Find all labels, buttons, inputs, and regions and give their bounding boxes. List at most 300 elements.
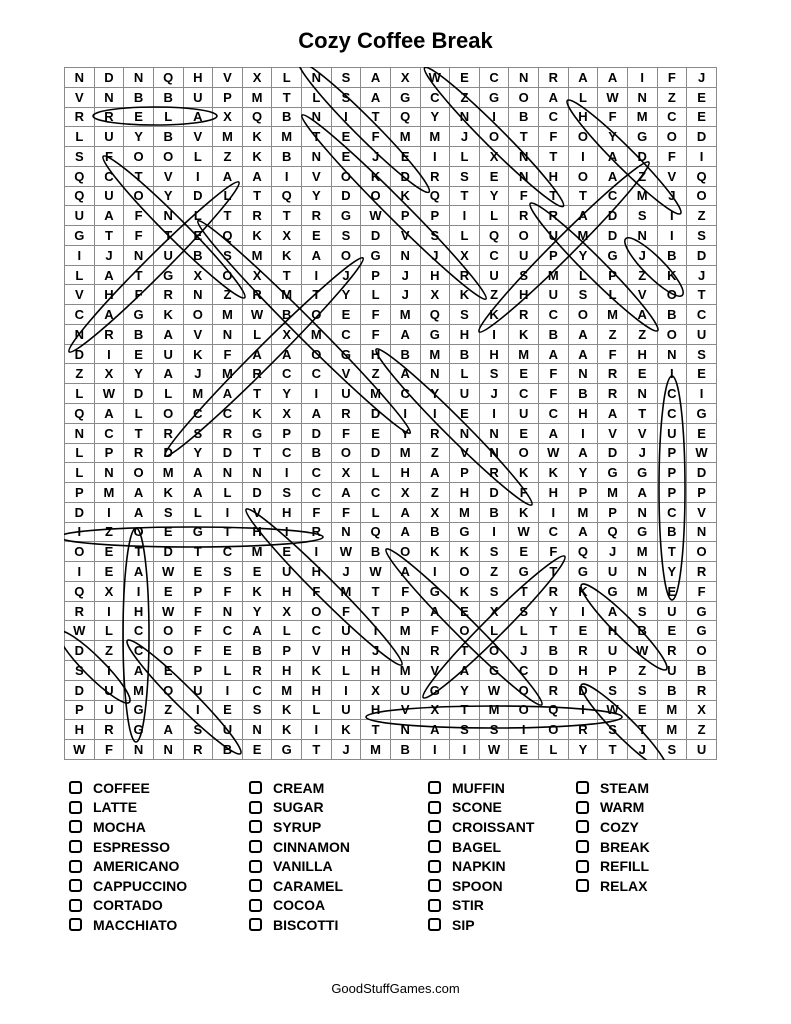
- grid-letter: H: [65, 720, 95, 740]
- word-item[interactable]: [576, 798, 746, 818]
- grid-letter: S: [331, 68, 361, 88]
- grid-letter: M: [479, 700, 509, 720]
- grid-row: [65, 463, 717, 483]
- grid-letter: P: [65, 700, 95, 720]
- grid-letter: N: [390, 641, 420, 661]
- grid-letter: D: [94, 68, 124, 88]
- grid-letter: A: [627, 483, 657, 503]
- grid-letter: X: [242, 265, 272, 285]
- grid-letter: T: [539, 562, 569, 582]
- grid-letter: J: [94, 245, 124, 265]
- grid-letter: U: [539, 226, 569, 246]
- grid-letter: X: [272, 226, 302, 246]
- checkbox-icon[interactable]: [428, 860, 441, 873]
- grid-letter: N: [65, 324, 95, 344]
- grid-letter: P: [450, 463, 480, 483]
- word-item[interactable]: [428, 798, 598, 818]
- checkbox-icon[interactable]: [69, 860, 82, 873]
- grid-letter: B: [539, 324, 569, 344]
- grid-letter: A: [242, 621, 272, 641]
- word-label: BISCOTTI: [273, 916, 339, 933]
- grid-letter: D: [65, 502, 95, 522]
- grid-letter: J: [361, 147, 391, 167]
- grid-letter: S: [509, 601, 539, 621]
- grid-letter: J: [361, 641, 391, 661]
- grid-letter: F: [94, 147, 124, 167]
- grid-letter: X: [242, 68, 272, 88]
- grid-letter: F: [183, 641, 213, 661]
- grid-letter: J: [627, 740, 657, 760]
- grid-letter: L: [153, 384, 183, 404]
- grid-letter: R: [213, 423, 243, 443]
- grid-letter: L: [568, 87, 598, 107]
- grid-letter: H: [272, 502, 302, 522]
- checkbox-icon[interactable]: [428, 820, 441, 833]
- word-label: CORTADO: [93, 897, 163, 914]
- grid-letter: L: [65, 443, 95, 463]
- grid-letter: W: [598, 87, 628, 107]
- checkbox-icon[interactable]: [249, 820, 262, 833]
- grid-letter: O: [153, 621, 183, 641]
- grid-row: [65, 226, 717, 246]
- grid-row: [65, 127, 717, 147]
- grid-letter: C: [302, 483, 332, 503]
- checkbox-icon[interactable]: [69, 840, 82, 853]
- grid-letter: J: [331, 265, 361, 285]
- grid-letter: L: [153, 107, 183, 127]
- grid-letter: S: [568, 285, 598, 305]
- grid-letter: H: [568, 660, 598, 680]
- grid-letter: T: [272, 87, 302, 107]
- grid-letter: X: [687, 700, 717, 720]
- word-item[interactable]: [69, 817, 239, 837]
- grid-letter: S: [213, 245, 243, 265]
- site-footer: GoodStuffGames.com: [331, 981, 460, 996]
- grid-letter: N: [242, 720, 272, 740]
- grid-letter: W: [65, 740, 95, 760]
- grid-letter: N: [153, 206, 183, 226]
- grid-letter: W: [509, 522, 539, 542]
- grid-letter: Q: [361, 522, 391, 542]
- checkbox-icon[interactable]: [428, 840, 441, 853]
- grid-letter: N: [627, 226, 657, 246]
- grid-letter: D: [390, 166, 420, 186]
- grid-letter: B: [242, 641, 272, 661]
- grid-letter: H: [627, 344, 657, 364]
- grid-letter: W: [153, 562, 183, 582]
- grid-letter: G: [331, 206, 361, 226]
- checkbox-icon[interactable]: [576, 781, 589, 794]
- grid-letter: K: [331, 720, 361, 740]
- grid-letter: I: [657, 364, 687, 384]
- word-item[interactable]: [576, 817, 746, 837]
- grid-letter: A: [568, 206, 598, 226]
- grid-letter: J: [390, 265, 420, 285]
- word-item[interactable]: [576, 778, 746, 798]
- grid-letter: T: [272, 206, 302, 226]
- word-item[interactable]: [576, 876, 746, 896]
- grid-letter: F: [361, 127, 391, 147]
- grid-letter: V: [302, 166, 332, 186]
- checkbox-icon[interactable]: [428, 879, 441, 892]
- checkbox-icon[interactable]: [249, 801, 262, 814]
- word-column: [428, 778, 598, 935]
- grid-letter: Y: [302, 186, 332, 206]
- grid-letter: R: [420, 641, 450, 661]
- word-label: COCOA: [273, 897, 326, 914]
- grid-letter: J: [331, 562, 361, 582]
- grid-letter: F: [390, 581, 420, 601]
- grid-letter: C: [539, 522, 569, 542]
- grid-letter: P: [598, 265, 628, 285]
- word-label: MACCHIATO: [93, 916, 178, 933]
- grid-letter: I: [94, 344, 124, 364]
- grid-row: [65, 641, 717, 661]
- checkbox-icon[interactable]: [69, 781, 82, 794]
- grid-letter: C: [302, 621, 332, 641]
- grid-letter: E: [657, 581, 687, 601]
- checkbox-icon[interactable]: [576, 860, 589, 873]
- grid-letter: B: [568, 384, 598, 404]
- grid-letter: G: [272, 740, 302, 760]
- grid-letter: E: [94, 562, 124, 582]
- checkbox-icon[interactable]: [249, 781, 262, 794]
- checkbox-icon[interactable]: [428, 801, 441, 814]
- grid-letter: C: [479, 245, 509, 265]
- grid-letter: S: [687, 226, 717, 246]
- grid-letter: L: [65, 463, 95, 483]
- grid-letter: O: [213, 265, 243, 285]
- grid-letter: F: [302, 502, 332, 522]
- grid-letter: P: [94, 443, 124, 463]
- grid-letter: N: [390, 720, 420, 740]
- grid-letter: S: [627, 601, 657, 621]
- word-item[interactable]: [576, 837, 746, 857]
- grid-letter: P: [183, 581, 213, 601]
- grid-letter: L: [242, 324, 272, 344]
- grid-letter: I: [65, 245, 95, 265]
- word-item[interactable]: [249, 876, 419, 896]
- grid-letter: B: [272, 107, 302, 127]
- grid-letter: E: [331, 127, 361, 147]
- grid-letter: A: [302, 245, 332, 265]
- grid-letter: M: [390, 127, 420, 147]
- grid-letter: M: [627, 107, 657, 127]
- grid-letter: T: [450, 700, 480, 720]
- grid-letter: N: [65, 423, 95, 443]
- grid-row: [65, 186, 717, 206]
- grid-letter: M: [509, 344, 539, 364]
- word-column: [576, 778, 746, 896]
- grid-letter: U: [213, 720, 243, 740]
- grid-letter: N: [509, 147, 539, 167]
- grid-letter: E: [627, 700, 657, 720]
- grid-letter: Y: [568, 245, 598, 265]
- grid-letter: X: [420, 502, 450, 522]
- word-label: STEAM: [600, 779, 649, 796]
- word-item[interactable]: [69, 896, 239, 916]
- word-label: SYRUP: [273, 818, 322, 835]
- grid-letter: S: [153, 502, 183, 522]
- checkbox-icon[interactable]: [249, 879, 262, 892]
- word-item[interactable]: [428, 856, 598, 876]
- grid-letter: R: [153, 423, 183, 443]
- checkbox-icon[interactable]: [249, 899, 262, 912]
- grid-row: [65, 68, 717, 88]
- grid-letter: J: [450, 127, 480, 147]
- grid-letter: M: [539, 265, 569, 285]
- grid-letter: B: [272, 305, 302, 325]
- grid-letter: T: [242, 443, 272, 463]
- grid-letter: M: [272, 680, 302, 700]
- grid-letter: R: [302, 206, 332, 226]
- checkbox-icon[interactable]: [249, 840, 262, 853]
- grid-letter: G: [598, 245, 628, 265]
- word-item[interactable]: [249, 837, 419, 857]
- checkbox-icon[interactable]: [576, 801, 589, 814]
- grid-letter: O: [331, 166, 361, 186]
- grid-letter: I: [568, 601, 598, 621]
- checkbox-icon[interactable]: [428, 899, 441, 912]
- word-item[interactable]: [249, 856, 419, 876]
- word-item[interactable]: [69, 798, 239, 818]
- grid-letter: H: [450, 483, 480, 503]
- grid-letter: X: [213, 107, 243, 127]
- grid-letter: F: [657, 147, 687, 167]
- grid-letter: W: [94, 384, 124, 404]
- grid-letter: I: [509, 720, 539, 740]
- grid-letter: A: [242, 166, 272, 186]
- grid-letter: L: [302, 700, 332, 720]
- grid-letter: Y: [568, 740, 598, 760]
- grid-letter: B: [657, 680, 687, 700]
- grid-letter: T: [124, 542, 154, 562]
- grid-letter: W: [598, 700, 628, 720]
- grid-letter: A: [539, 87, 569, 107]
- grid-letter: K: [361, 166, 391, 186]
- grid-letter: E: [627, 364, 657, 384]
- grid-letter: G: [420, 581, 450, 601]
- grid-letter: L: [598, 285, 628, 305]
- grid-row: [65, 364, 717, 384]
- grid-letter: E: [568, 621, 598, 641]
- grid-row: [65, 206, 717, 226]
- grid-letter: I: [331, 107, 361, 127]
- grid-letter: J: [687, 265, 717, 285]
- checkbox-icon[interactable]: [428, 781, 441, 794]
- word-item[interactable]: [249, 778, 419, 798]
- grid-letter: H: [361, 344, 391, 364]
- grid-letter: R: [598, 384, 628, 404]
- grid-letter: E: [153, 522, 183, 542]
- checkbox-icon[interactable]: [576, 840, 589, 853]
- grid-letter: A: [213, 166, 243, 186]
- grid-letter: A: [390, 562, 420, 582]
- checkbox-icon[interactable]: [576, 879, 589, 892]
- word-item[interactable]: [428, 896, 598, 916]
- grid-letter: G: [331, 344, 361, 364]
- grid-letter: N: [302, 107, 332, 127]
- grid-letter: P: [539, 245, 569, 265]
- grid-letter: O: [509, 87, 539, 107]
- grid-letter: A: [539, 344, 569, 364]
- grid-letter: E: [687, 87, 717, 107]
- grid-letter: Y: [450, 680, 480, 700]
- grid-letter: A: [94, 206, 124, 226]
- checkbox-icon[interactable]: [428, 918, 441, 931]
- grid-letter: K: [242, 581, 272, 601]
- grid-letter: R: [242, 206, 272, 226]
- word-label: SPOON: [452, 877, 503, 894]
- grid-letter: N: [183, 285, 213, 305]
- grid-letter: E: [153, 660, 183, 680]
- grid-letter: N: [302, 147, 332, 167]
- grid-letter: R: [94, 324, 124, 344]
- grid-letter: S: [65, 147, 95, 167]
- word-item[interactable]: [69, 876, 239, 896]
- grid-letter: I: [272, 522, 302, 542]
- word-label: CARAMEL: [273, 877, 343, 894]
- grid-letter: I: [687, 147, 717, 167]
- grid-letter: E: [124, 344, 154, 364]
- grid-letter: H: [539, 166, 569, 186]
- word-item[interactable]: [249, 817, 419, 837]
- grid-letter: Z: [65, 364, 95, 384]
- grid-letter: U: [390, 680, 420, 700]
- grid-letter: U: [331, 384, 361, 404]
- grid-letter: L: [65, 265, 95, 285]
- word-item[interactable]: [576, 856, 746, 876]
- grid-letter: B: [509, 107, 539, 127]
- grid-row: [65, 147, 717, 167]
- grid-letter: F: [331, 601, 361, 621]
- grid-letter: Z: [94, 641, 124, 661]
- word-item[interactable]: [428, 876, 598, 896]
- grid-letter: H: [272, 581, 302, 601]
- grid-letter: K: [153, 305, 183, 325]
- grid-letter: C: [539, 305, 569, 325]
- grid-letter: Z: [687, 206, 717, 226]
- grid-row: [65, 562, 717, 582]
- grid-letter: F: [361, 324, 391, 344]
- grid-letter: T: [242, 384, 272, 404]
- grid-letter: O: [390, 542, 420, 562]
- checkbox-icon[interactable]: [69, 801, 82, 814]
- word-item[interactable]: [249, 798, 419, 818]
- grid-row: [65, 720, 717, 740]
- word-label: COFFEE: [93, 779, 150, 796]
- grid-letter: U: [94, 186, 124, 206]
- grid-letter: V: [302, 641, 332, 661]
- grid-letter: H: [479, 344, 509, 364]
- grid-letter: K: [242, 226, 272, 246]
- grid-letter: G: [390, 87, 420, 107]
- word-item[interactable]: [69, 837, 239, 857]
- grid-letter: T: [153, 226, 183, 246]
- grid-letter: M: [390, 621, 420, 641]
- checkbox-icon[interactable]: [69, 899, 82, 912]
- word-item[interactable]: [428, 915, 598, 935]
- grid-letter: H: [390, 463, 420, 483]
- grid-letter: O: [153, 680, 183, 700]
- grid-letter: G: [568, 562, 598, 582]
- grid-letter: L: [272, 68, 302, 88]
- grid-letter: M: [420, 127, 450, 147]
- grid-letter: I: [94, 601, 124, 621]
- grid-letter: T: [302, 740, 332, 760]
- word-item[interactable]: [69, 778, 239, 798]
- grid-letter: R: [509, 206, 539, 226]
- grid-letter: A: [94, 404, 124, 424]
- grid-letter: D: [65, 641, 95, 661]
- grid-letter: Y: [331, 285, 361, 305]
- word-label: CROISSANT: [452, 818, 535, 835]
- grid-letter: V: [65, 87, 95, 107]
- grid-letter: N: [509, 166, 539, 186]
- word-list: [69, 778, 729, 938]
- grid-letter: P: [657, 443, 687, 463]
- grid-letter: T: [361, 107, 391, 127]
- grid-letter: Z: [627, 166, 657, 186]
- word-item[interactable]: [428, 817, 598, 837]
- grid-letter: P: [213, 87, 243, 107]
- grid-letter: N: [420, 364, 450, 384]
- grid-letter: A: [94, 265, 124, 285]
- grid-letter: T: [598, 740, 628, 760]
- grid-letter: H: [242, 522, 272, 542]
- word-item[interactable]: [249, 896, 419, 916]
- grid-letter: P: [687, 483, 717, 503]
- grid-letter: Q: [390, 107, 420, 127]
- grid-letter: N: [687, 522, 717, 542]
- checkbox-icon[interactable]: [576, 820, 589, 833]
- grid-letter: C: [539, 107, 569, 127]
- grid-letter: N: [627, 562, 657, 582]
- checkbox-icon[interactable]: [69, 918, 82, 931]
- grid-letter: L: [124, 404, 154, 424]
- grid-letter: N: [213, 463, 243, 483]
- grid-letter: P: [361, 265, 391, 285]
- grid-letter: U: [509, 245, 539, 265]
- grid-letter: J: [657, 186, 687, 206]
- word-item[interactable]: [69, 915, 239, 935]
- grid-letter: A: [183, 483, 213, 503]
- grid-letter: A: [568, 344, 598, 364]
- grid-letter: I: [124, 581, 154, 601]
- word-item[interactable]: [249, 915, 419, 935]
- grid-letter: Q: [242, 107, 272, 127]
- word-item[interactable]: [428, 837, 598, 857]
- word-label: RELAX: [600, 877, 648, 894]
- grid-letter: I: [302, 384, 332, 404]
- checkbox-icon[interactable]: [69, 879, 82, 892]
- grid-letter: F: [331, 502, 361, 522]
- grid-letter: D: [627, 147, 657, 167]
- grid-letter: W: [361, 206, 391, 226]
- grid-letter: Z: [420, 443, 450, 463]
- grid-letter: A: [539, 423, 569, 443]
- word-item[interactable]: [69, 856, 239, 876]
- grid-letter: L: [213, 483, 243, 503]
- grid-letter: A: [183, 107, 213, 127]
- grid-letter: F: [94, 740, 124, 760]
- grid-letter: T: [213, 522, 243, 542]
- checkbox-icon[interactable]: [249, 918, 262, 931]
- checkbox-icon[interactable]: [69, 820, 82, 833]
- word-item[interactable]: [428, 778, 598, 798]
- checkbox-icon[interactable]: [249, 860, 262, 873]
- grid-letter: Q: [687, 166, 717, 186]
